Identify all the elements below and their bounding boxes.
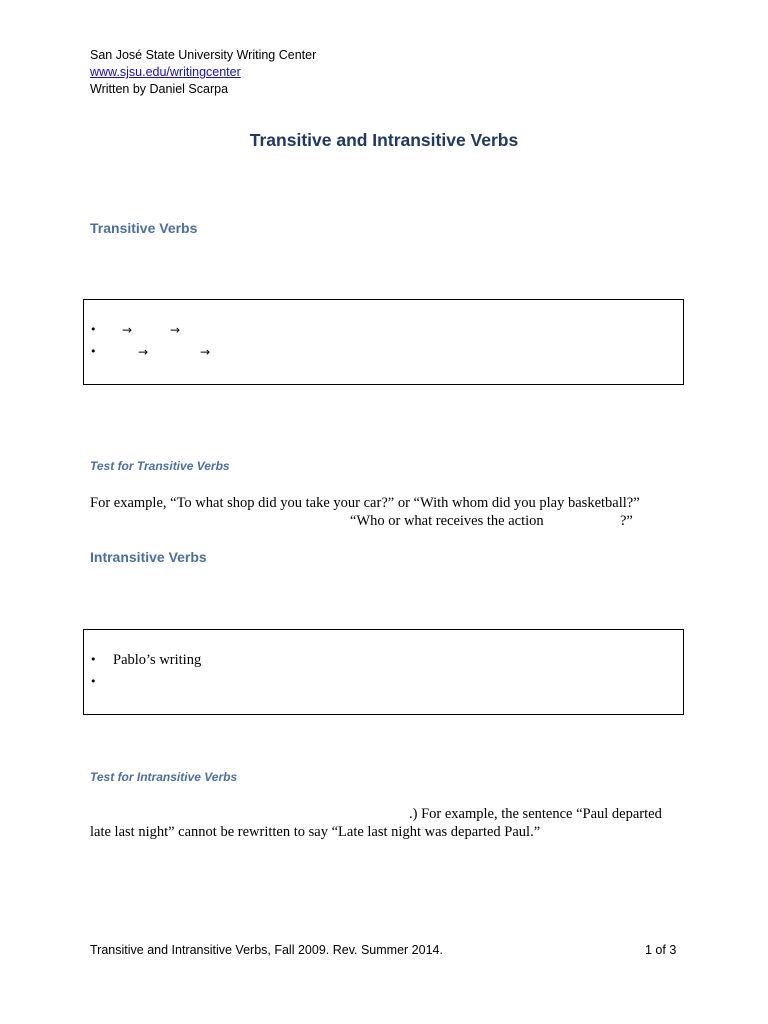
arrow-right-icon: → — [200, 345, 211, 359]
bullet-marker: • — [90, 323, 97, 336]
intransitive-verbs-heading: Intransitive Verbs — [90, 549, 207, 565]
transitive-question-end: ?” — [620, 513, 633, 529]
transitive-examples-box — [83, 299, 684, 385]
transitive-verbs-heading: Transitive Verbs — [90, 220, 198, 236]
intransitive-example-text: .) For example, the sentence “Paul departed — [409, 806, 662, 822]
intransitive-example-item: Pablo’s writing — [113, 652, 202, 668]
header-author: Written by Daniel Scarpa — [90, 82, 229, 96]
page-title: Transitive and Intransitive Verbs — [249, 130, 519, 150]
page-number: 1 of 3 — [645, 943, 677, 957]
arrow-right-icon: → — [122, 323, 133, 337]
footer-doc-info: Transitive and Intransitive Verbs, Fall 2009. Rev. Summer 2014. — [90, 943, 443, 957]
bullet-marker: • — [90, 653, 97, 666]
transitive-question-text: “Who or what receives the action — [350, 513, 544, 529]
intransitive-examples-box — [83, 629, 684, 715]
arrow-right-icon: → — [138, 345, 149, 359]
test-intransitive-heading: Test for Intransitive Verbs — [90, 770, 238, 784]
intransitive-example-text-cont: late last night” cannot be rewritten to say “Late last night was departed Paul.” — [90, 824, 541, 840]
header-institution: San José State University Writing Center — [90, 48, 317, 62]
bullet-marker: • — [90, 345, 97, 358]
transitive-example-text: For example, “To what shop did you take your car?” or “With whom did you play basketball?” — [90, 495, 640, 511]
bullet-marker: • — [90, 675, 97, 688]
test-transitive-heading: Test for Transitive Verbs — [90, 459, 230, 473]
arrow-right-icon: → — [170, 323, 181, 337]
writing-center-link[interactable]: www.sjsu.edu/writingcenter — [90, 65, 241, 79]
